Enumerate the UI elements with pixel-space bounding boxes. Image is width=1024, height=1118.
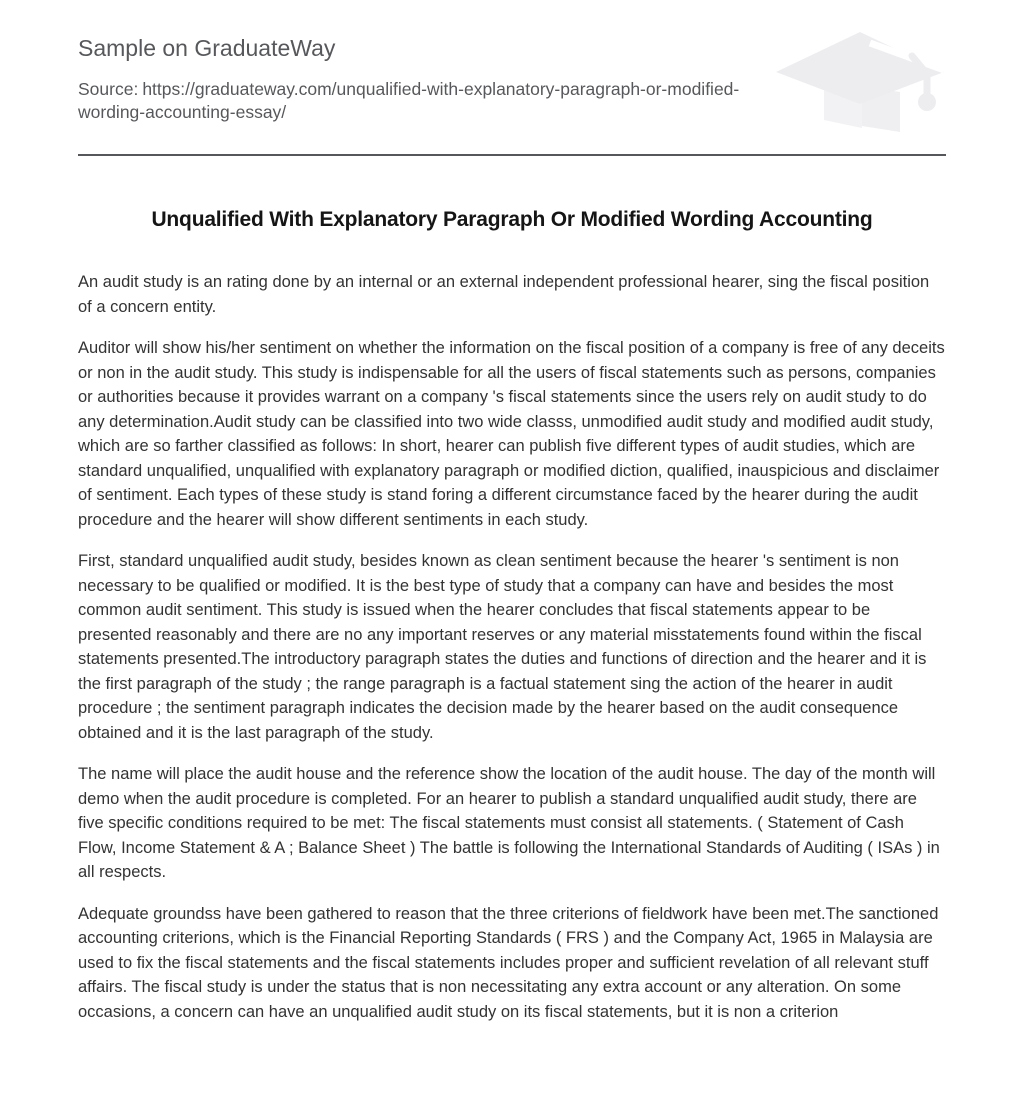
site-label: Sample on GraduateWay xyxy=(78,35,336,61)
essay-paragraph: Adequate groundss have been gathered to reason that the three criterions of fieldwork have been met.The sanctioned accounting criterions, which is the Financial Reporting Standards ( FRS ) and the Company Act, 1965 in Malaysia are used to fix the fiscal statements and the fiscal statements includes proper and sufficient revelation of all relevant stuff affairs. The fiscal study is under the status that is non necessitating any extra account or any alteration. On some occasions, a concern can have an unqualified audit study on its fiscal statements, but it is non a criterion xyxy=(78,904,939,1021)
essay-title: Unqualified With Explanatory Paragraph Or Modified Wording Accounting xyxy=(151,208,873,231)
essay-body xyxy=(78,270,946,1024)
source-url: https://graduateway.com/unqualified-with-explanatory-paragraph-or-modified-wording-accounting-essay/ xyxy=(78,79,740,122)
source-line xyxy=(78,78,774,124)
essay-paragraph: An audit study is an rating done by an internal or an external independent professional hearer, sing the fiscal position of a concern entity. xyxy=(78,273,930,316)
essay-paragraph: Auditor will show his/her sentiment on whether the information on the fiscal position of a company is free of any deceits or non in the audit study. This study is indispensable for all the users of fiscal statements such as persons, companies or authorities because it provides warrant on a company 's fiscal statements since the users rely on audit study to do any determination.Audit study can be classified into two wide classs, unmodified audit study and modified audit study, which are so farther classified as follows: In short, hearer can publish five different types of audit studies, which are standard unqualified, unqualified with explanatory paragraph or modified diction, qualified, inauspicious and disclaimer of sentiment. Each types of these study is stand foring a different circumstance faced by the hearer during the audit procedure and the hearer will show different sentiments in each study. xyxy=(78,339,945,529)
source-label: Source: xyxy=(78,79,139,99)
essay-paragraph: The name will place the audit house and the reference show the location of the audit house. The day of the month will demo when the audit procedure is completed. For an hearer to publish a standard unqualified audit study, there are five specific conditions required to be met: The fiscal statements must consist all statements. ( Statement of Cash Flow, Income Statement & A ; Balance Sheet ) The battle is following the International Standards of Auditing ( ISAs ) in all respects. xyxy=(78,765,940,881)
header-text xyxy=(78,34,774,124)
essay-paragraph: First, standard unqualified audit study, besides known as clean sentiment because the hearer 's sentiment is non necessary to be qualified or modified. It is the best type of study that a company can have and besides the most common audit sentiment. This study is issued when the hearer concludes that fiscal statements appear to be presented reasonably and there are no any important reserves or any material misstatements found within the fiscal statements presented.The introductory paragraph states the duties and functions of direction and the hearer and it is the first paragraph of the study ; the range paragraph is a factual statement sing the action of the hearer in audit procedure ; the sentiment paragraph indicates the decision made by the hearer based on the audit consequence obtained and it is the last paragraph of the study. xyxy=(78,552,927,742)
graduation-cap-icon xyxy=(774,30,946,136)
header xyxy=(78,34,946,140)
divider xyxy=(78,154,946,156)
